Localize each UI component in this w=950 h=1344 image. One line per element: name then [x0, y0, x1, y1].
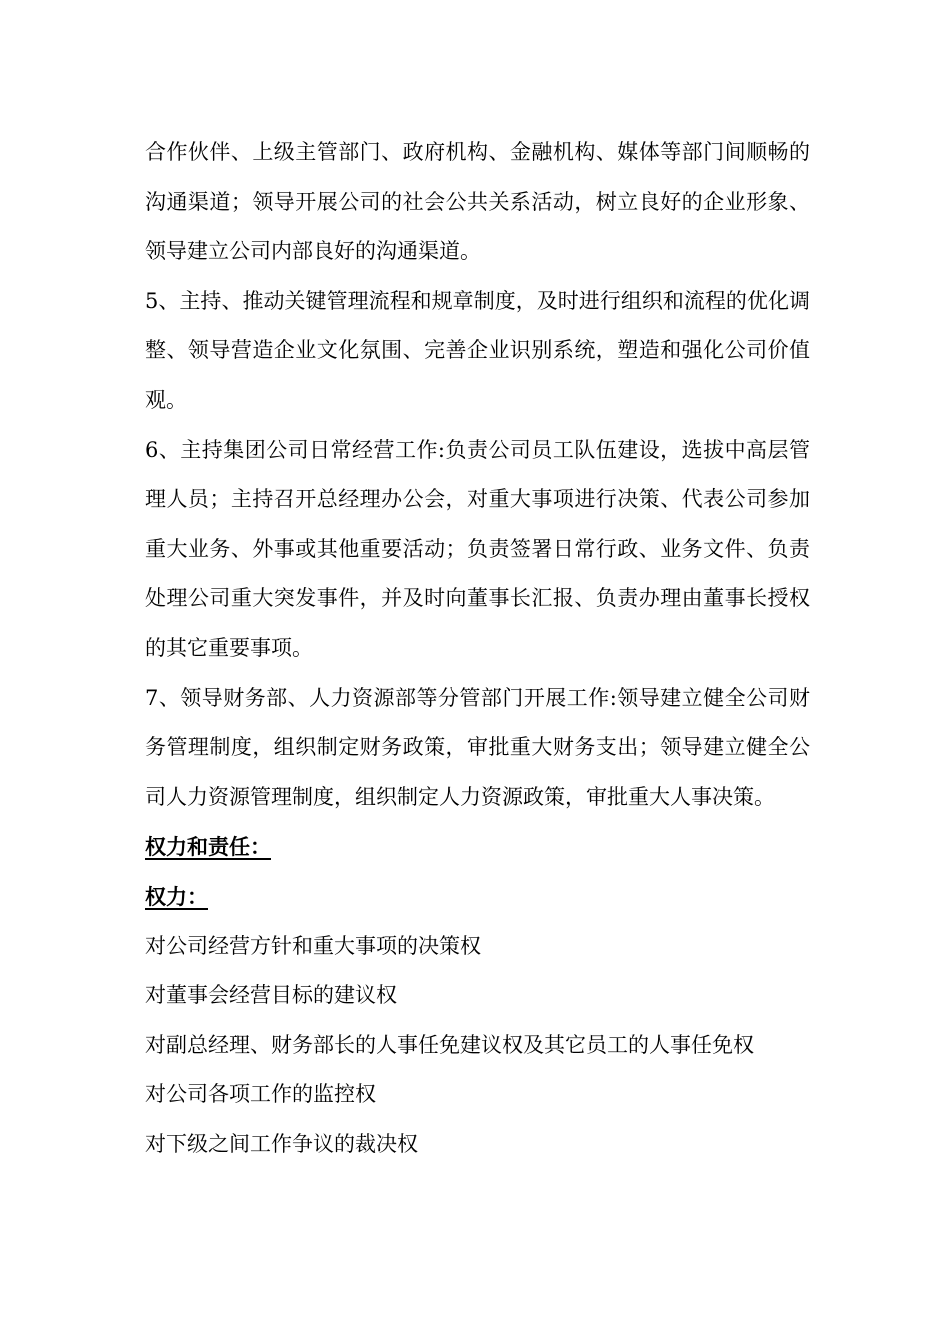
paragraph-item-5: 5、主持、推动关键管理流程和规章制度，及时进行组织和流程的优化调整、领导营造企业文化氛围、完善企业识别系统，塑造和强化公司价值观。 — [145, 288, 810, 412]
power-item: 对公司经营方针和重大事项的决策权 — [145, 933, 481, 958]
document-body — [145, 128, 810, 1169]
paragraph-item-7: 7、领导财务部、人力资源部等分管部门开展工作:领导建立健全公司财务管理制度，组织制定财务政策，审批重大财务支出；领导建立健全公司人力资源管理制度，组织制定人力资源政策，审批重大人事决策。 — [145, 685, 810, 809]
paragraph-item-6: 6、主持集团公司日常经营工作:负责公司员工队伍建设，选拔中高层管理人员；主持召开总经理办公会，对重大事项进行决策、代表公司参加重大业务、外事或其他重要活动；负责签署日常行政、业务文件、负责处理公司重大突发事件，并及时向董事长汇报、负责办理由董事长授权的其它重要事项。 — [145, 437, 810, 660]
section-heading-text: 权力和责任： — [145, 834, 271, 860]
subsection-heading-rights — [145, 872, 810, 922]
power-item: 对副总经理、财务部长的人事任免建议权及其它员工的人事任免权 — [145, 1032, 754, 1057]
power-item: 对公司各项工作的监控权 — [145, 1082, 376, 1107]
section-heading-rights-and-duties — [145, 822, 810, 872]
paragraph-communication: 合作伙伴、上级主管部门、政府机构、金融机构、媒体等部门间顺畅的沟通渠道；领导开展公司的社会公共关系活动，树立良好的企业形象、领导建立公司内部良好的沟通渠道。 — [145, 140, 810, 264]
power-item: 对下级之间工作争议的裁决权 — [145, 1131, 418, 1156]
subsection-heading-text: 权力： — [145, 883, 208, 909]
power-item: 对董事会经营目标的建议权 — [145, 983, 397, 1008]
